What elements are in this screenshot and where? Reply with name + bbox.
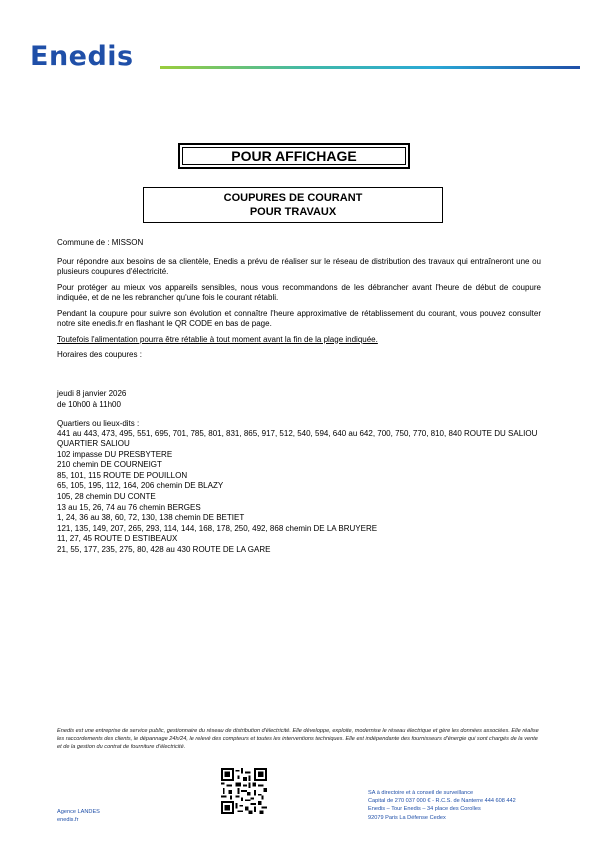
outage-date: jeudi 8 janvier 2026 [57,388,127,398]
company-line2: Capital de 270 037 000 € - R.C.S. de Nanterre 444 608 442 [368,798,516,805]
footer-legal-text: Enedis est une entreprise de service public, gestionnaire du réseau de distribution d'électricité. Elle développe, exploite, modernise le réseau électrique et gère les données associées. Elle réalise les raccordements des clients, le dépannage 24h/24, le relevé des compteurs et toutes les interventions techniques. Elle est indépendante des fournisseurs d'énergie qui sont chargés de la vente et de la gestion du contrat de fourniture d'électricité. [57,728,539,750]
notice-body [57,238,541,556]
company-info [368,789,516,822]
paragraph-2: Pour protéger au mieux vos appareils sensibles, nous vous recommandons de les débrancher avant l'heure de début de coupure indiquée, et de ne les rebrancher qu'une fois le courant rétabli. [57,282,541,302]
list-item: 11, 27, 45 ROUTE D ESTIBEAUX [57,534,178,544]
agency-website[interactable]: enedis.fr [57,817,79,823]
list-item: 21, 55, 177, 235, 275, 80, 428 au 430 ROUTE DE LA GARE [57,545,271,555]
list-item: 105, 28 chemin DU CONTE [57,492,156,502]
horaires-label: Horaires des coupures : [57,350,142,359]
agency-name: Agence LANDES [57,809,100,815]
title-text: POUR AFFICHAGE [182,147,406,165]
qr-code-icon[interactable] [221,768,267,814]
commune: Commune de : MISSON [57,238,144,247]
outage-time: de 10h00 à 11h00 [57,399,121,409]
company-line3: Enedis – Tour Enedis – 34 place des Corolles [368,806,481,813]
enedis-logo [30,42,134,72]
subtitle-line2: POUR TRAVAUX [249,206,337,218]
subtitle-line1: COUPURES DE COURANT [223,192,363,204]
company-line4: 92079 Paris La Défense Cedex [368,814,446,821]
company-line1: SA à directoire et à conseil de surveillance [368,790,474,796]
logo-text: Enedis [30,41,134,72]
list-item: 85, 101, 115 ROUTE DE POUILLON [57,470,188,480]
list-item: 121, 135, 149, 207, 265, 293, 114, 144, 168, 178, 250, 492, 868 chemin DE LA BRUYERE [57,523,378,533]
list-item: 210 chemin DE COURNEIGT [57,460,162,470]
agency-info [57,808,100,824]
list-item: 13 au 15, 26, 74 au 76 chemin BERGES [57,502,201,512]
header-gradient-line [160,66,580,69]
list-item: 65, 105, 195, 112, 164, 206 chemin DE BLAZY [57,481,224,491]
list-item: 441 au 443, 473, 495, 551, 695, 701, 785, 801, 831, 865, 917, 512, 540, 594, 640 au 642, 700, 750, 770, 810, 840 ROUTE DU SALIOU [57,428,538,438]
paragraph-3: Pendant la coupure pour suivre son évolution et connaître l'heure approximative de rétablissement du courant, vous pouvez consulter notre site enedis.fr en flashant le QR CODE en bas de page. [57,308,541,328]
list-item: 1, 24, 36 au 38, 60, 72, 130, 138 chemin DE BETIET [57,513,245,523]
quartiers-label: Quartiers ou lieux-dits : [57,418,140,428]
warning-text: Toutefois l'alimentation pourra être rétablie à tout moment avant la fin de la plage indiquée. [57,334,378,344]
subtitle-box [143,187,443,223]
quartiers-list [57,429,541,556]
title-box [178,143,410,169]
paragraph-1: Pour répondre aux besoins de sa clientèle, Enedis a prévu de réaliser sur le réseau de distribution des travaux qui entraîneront une ou plusieurs coupures d'électricité. [57,256,541,276]
list-item: 102 impasse DU PRESBYTERE [57,449,173,459]
list-item: QUARTIER SALIOU [57,439,130,449]
